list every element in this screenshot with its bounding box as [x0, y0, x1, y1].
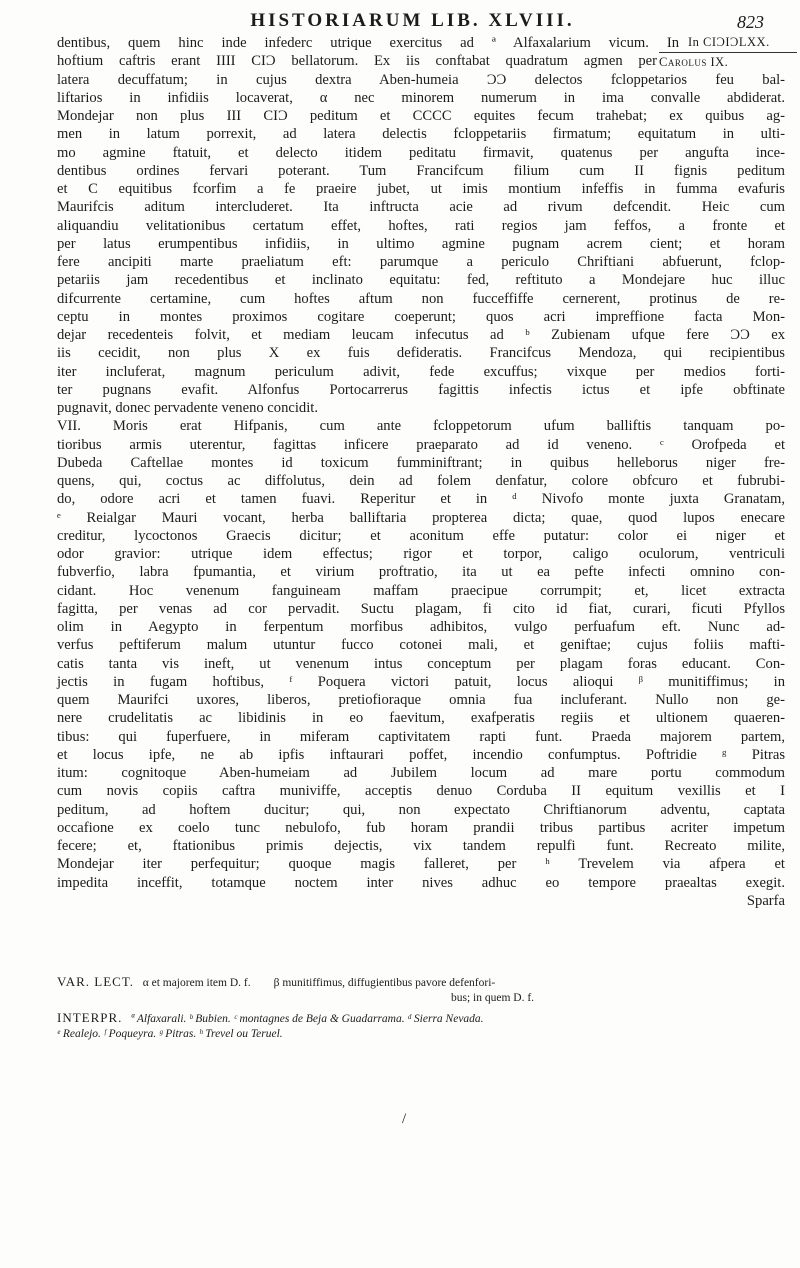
footnotes [57, 974, 785, 1042]
text-line: aliquandiu velitationibus certatum effet, hoftes, rati regios jam feffos, a fronte et [57, 217, 785, 234]
text-line: iter incluferat, magnum periculum adivit, fede excuffus; vixque per medios forti- [57, 363, 785, 380]
variant-readings-row [57, 974, 785, 991]
text-line: Mondejar iter perfequitur; quoque magis falleret, per ʰ Trevelem via afpera et [57, 856, 785, 873]
text-line: creditur, lycoctonos Graecis dicitur; et aconitum effe putatur: color ei niger et [57, 527, 785, 544]
catchword: Sparfa [746, 892, 785, 909]
running-head: HISTORIARUM LIB. XLVIII. [250, 10, 575, 31]
text-line: hoftium caftris erant IIII CIƆ bellatorum. Ex iis conftabat quadratum agmen per [57, 53, 657, 70]
text-line: Dubeda Caftellae montes id toxicum fumminiftrant; in quibus helleborus niger fre- [57, 454, 785, 471]
text-line: per latus erumpentibus infidiis, in ultimo agmine pugnam acrem cient; et horam [57, 235, 785, 252]
text-line: fere ancipiti marte praeliatum eft: parumque a periculo Chriftiani abfuerunt, fclop- [57, 254, 785, 270]
text-line: men in latum porrexit, ad latera delectis fcloppetariis firmatum; equitatum in ulti- [57, 126, 785, 143]
text-line: mo agmine ftatuit, et delecto itidem peditatu firmavit, quatenus per angufta ince- [57, 144, 785, 161]
variant-note-a: α et majorem item D. f. [142, 977, 251, 989]
text-line: latera decuffatum; in cujus dextra Aben-humeia ƆƆ delectos fcloppetarios feu bal- [57, 71, 785, 88]
text-line: liftarios in infidiis locaverat, α nec minorem numerum in ima convalle abdiderat. [57, 89, 785, 106]
text-line: olim in Aegypto in ferpentum morfibus adhibitos, vulgo perfuafum eft. Nunc ad- [57, 619, 785, 635]
text-line: ter pugnans evafit. Alfonfus Portocarrerus fagittis infectis ictus et ipfe obftinate [57, 381, 785, 398]
interpretation-row-continued [57, 1027, 785, 1042]
text-line: peditum, ad hoftem ducitur; qui, non expectato Chriftianorum adventu, captata [57, 801, 785, 818]
text-line: tioribus armis uterentur, fagittas inficere praeparato ad id veneno. ᶜ Orofpeda et [57, 436, 785, 453]
text-line: odor gravior: utrique idem effectus; rigor et torpor, caligo oculorum, ventriculi [57, 546, 785, 562]
margin-ruler-label: Carolus IX. [659, 55, 729, 69]
variant-note-b-continued: bus; in quem D. f. [451, 992, 535, 1004]
interpretation-notes-1: ª Alfaxarali. ᵇ Bubien. ᶜ montagnes de Beja & Guadarrama. ᵈ Sierra Nevada. [131, 1013, 484, 1025]
text-line: itum: cognitoque Aben-humeiam ad Jubilem locum ad mare portu commodum [57, 765, 785, 781]
text-line: pugnavit, donec pervadente veneno concidit. [57, 400, 318, 416]
text-line: cum novis copiis caftra muniviffe, acceptis denuo Corduba II equitum vexillis et I [57, 783, 785, 800]
text-line: impedita inceffit, totamque noctem inter nives adhuc eo tempore praealtas exegit. [57, 874, 785, 891]
text-line: fagitta, per venas ad cor pervadit. Suctu plagam, fi cito id fiat, curari, ficuti Pfyllos [57, 600, 785, 617]
text-line: verfus peftiferum malum utuntur fucco cotonei mali, et geniftae; cujus foliis mafti- [57, 637, 785, 654]
main-text [57, 34, 785, 910]
text-line: nere crudelitatis ac libidinis in eo faevitum, exafperatis regiis et ultionem quaeren- [57, 710, 785, 727]
interpretation-notes-2: ᵉ Realejo. ᶠ Poqueyra. ᵍ Pitras. ʰ Trevel ou Teruel. [57, 1028, 283, 1040]
text-line: do, odore acri et tamen fuavi. Reperitur et in ᵈ Nivofo monte juxta Granatam, [57, 491, 785, 508]
text-line: ᵉ Reialgar Mauri vocant, herba balliftaria propterea dicta; quae, quod lupos enecare [57, 509, 785, 526]
text-line: et C equitibus fcorfim a fe praeire jubet, ut imis montium infeffis in fumma evafuris [57, 181, 785, 197]
text-line: cidant. Hoc venenum fanguineam maffam praecipue corrumpit; et, licet extracta [57, 582, 785, 599]
text-line: catis tanta vis ineft, ut venenum intus conceptum per plagam foras educant. Con- [57, 655, 785, 672]
text-line: Mondejar non plus III CIƆ peditum et CCCC equites fecum trahebat; ex quibus ag- [57, 108, 785, 124]
text-line: jectis in fugam hoftibus, ᶠ Poquera victori patuit, locus alioqui ᵝ munitiffimus; in [57, 673, 785, 690]
text-line: petariis jam recedentibus et inclinato equitatu: fed, reftituto a Mondejare huc illuc [57, 272, 785, 289]
text-line: Maurifcis aditum intercluderet. Ita inftructa acie ad rivum defcendit. Heic cum [57, 199, 785, 216]
text-line: dejar recedenteis folvit, et mediam leucam infecutus ad ᵇ Zubienam ufque fere ƆƆ ex [57, 327, 785, 343]
text-line: dentibus, quem hinc inde infederc utrique exercitus ad ª Alfaxalarium vicum. In [57, 35, 679, 51]
text-line: occafione ex coelo tunc nebulofo, fub horam prandii tribus partibus acriter impetum [57, 819, 785, 836]
text-line: VII. Moris erat Hifpanis, cum ante fcloppetorum ufum balliftis tanquam po- [57, 418, 785, 435]
variant-readings-row-continued [57, 991, 785, 1006]
text-line: quens, qui, coctus ac diffolutus, dein ad folem denfatur, colore obfcuro et fubrubi- [57, 473, 785, 489]
text-line: ceptu in montes proximos cogitare coeperunt; quos acri impreffione facta Mon- [57, 308, 785, 325]
variant-readings-label: VAR. LECT. [57, 974, 135, 989]
variant-note-b: β munitiffimus, diffugientibus pavore defenfori- [273, 977, 496, 989]
page-number: 823 [737, 12, 764, 32]
text-line: difcurrente certamine, cum hoftes aftum non fucceffiffe cernerent, protinus de re- [57, 290, 785, 307]
text-line: fecere; et, ftationibus primis dejectis, vix tandem repulfi funt. Recreato milite, [57, 838, 785, 854]
text-line: quem Maurifci uxores, liberos, pretiofioraque omnia fua incluferant. Nullo non ge- [57, 692, 785, 708]
stray-ink-mark: / [402, 1111, 407, 1127]
interpretation-label: INTERPR. [57, 1010, 123, 1025]
text-line: fubverfio, labra fpumantia, et virium proftratio, ita ut ea pefte infecti omnino con- [57, 564, 785, 581]
text-line: iis cecidit, non plus X ex fuis defideratis. Francifcus Mendoza, qui recipientibus [57, 345, 785, 362]
margin-year-note: In CIƆIƆLXX. [688, 35, 770, 49]
interpretation-row [57, 1010, 785, 1027]
text-line: tibus: qui fuperfuere, in miferam captivitatem rapti funt. Praeda majorem partem, [57, 728, 785, 745]
text-line: et locus ipfe, ne ab ipfis inftaurari poffet, incendio confumptus. Poftridie ᵍ Pitras [57, 746, 785, 763]
text-line: dentibus ordines fervari poterant. Tum Francifcum filium cum II fignis peditum [57, 162, 785, 179]
